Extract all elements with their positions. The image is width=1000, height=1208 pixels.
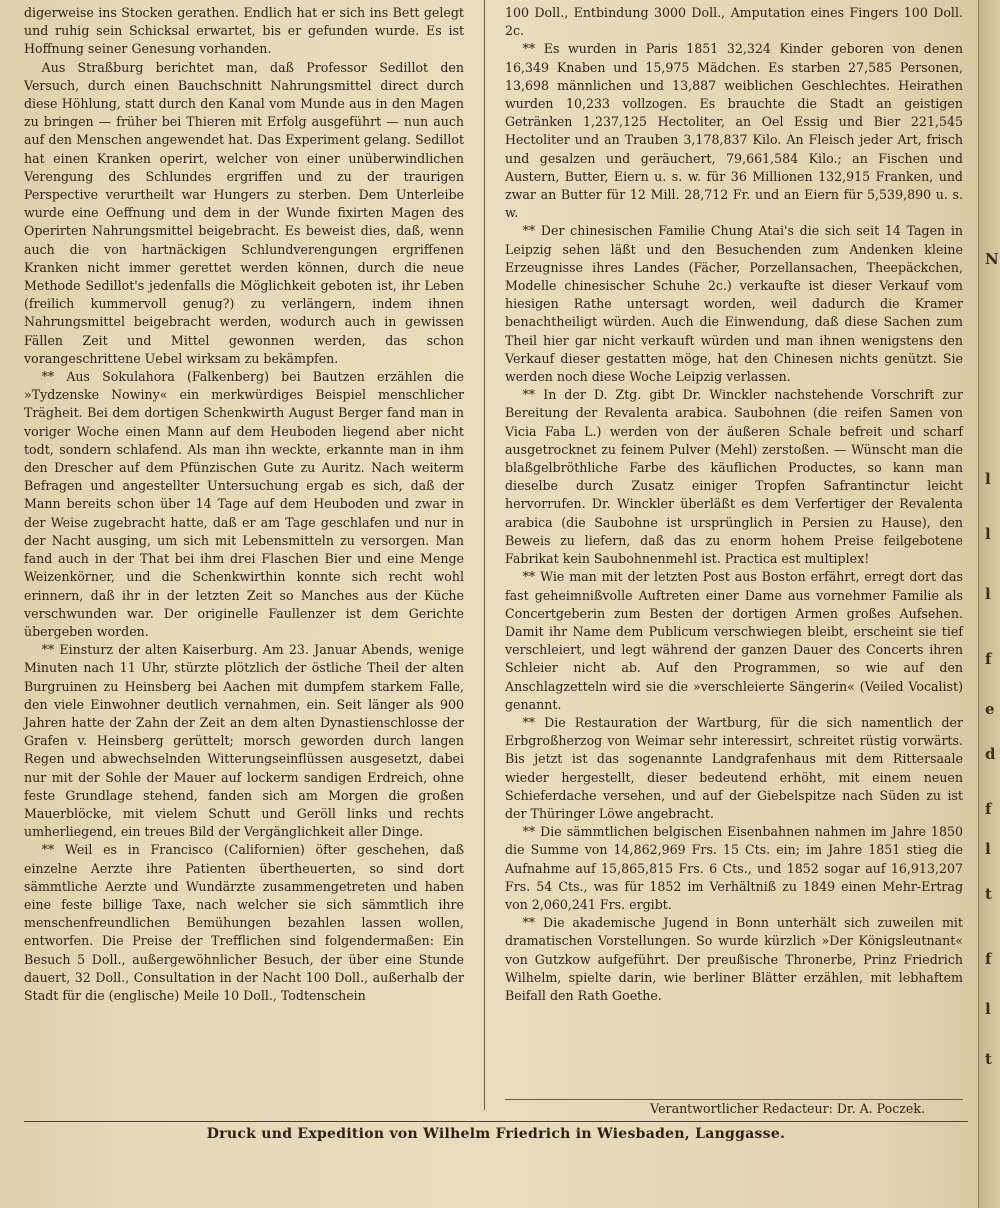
adjacent-page-edge (978, 0, 1000, 1208)
printer-imprint: Druck und Expedition von Wilhelm Friedrich in Wiesbaden, Langgasse. (206, 1126, 786, 1142)
edge-letter: N (985, 250, 999, 268)
edge-letter: l (985, 525, 991, 543)
article-paragraph: ** Aus Sokulahora (Falkenberg) bei Bautzen erzählen die »Tydzenske Nowiny« ein merkwürdiges Beispiel menschlicher Trägheit. Bei dem dortigen Schenkwirth August Berger fand man in voriger Woche einen Mann auf dem Heuboden liegend aber nicht todt, sondern schlafend. Als man ihn weckte, erkannte man in ihm den Drescher auf dem Pfünzischen Gute zu Auritz. Nach weiterm Befragen und angestellter Untersuchung ergab es sich, daß der Mann bereits schon über 14 Tage auf dem Heuboden und zwar in der Weise zugebracht hatte, daß er am Tage geschlafen und nur in der Nacht ausging, um sich mit Lebensmitteln zu versorgen. Man fand auch in der That bei ihm drei Flaschen Bier und eine Menge Weizenkörner, und die Schenkwirthin konnte sich recht wohl erinnern, daß ihr in der letzten Zeit so Manches aus der Küche verschwunden war. Der originelle Faullenzer ist dem Gerichte übergeben worden. (24, 369, 464, 639)
edge-letter: t (985, 885, 992, 903)
editor-credit (505, 1099, 963, 1118)
article-paragraph: ** Der chinesischen Familie Chung Atai's die sich seit 14 Tagen in Leipzig sehen läßt und den Besuchenden zum Andenken kleine Erzeugnisse ihres Landes (Fächer, Porzellansachen, Theepäckchen, Modelle chinesischer Schuhe 2c.) verkaufte ist dieser Verkauf vom hiesigen Rathe untersagt worden, weil dadurch die Kramer benachtheiligt würden. Auch die Einwendung, daß diese Sachen zum Theil hier gar nicht verkauft würden und man ihnen wenigstens den Verkauf dieser gestatten möge, hat den Chinesen nichts genützt. Sie werden noch diese Woche Leipzig verlassen. (505, 223, 963, 385)
left-column (24, 4, 464, 1005)
article-paragraph: ** Einsturz der alten Kaiserburg. Am 23. Januar Abends, wenige Minuten nach 11 Uhr, stürzte plötzlich der östliche Theil der alten Burgruinen zu Heinsberg bei Aachen mit dumpfem starkem Falle, den viele Einwohner deutlich vernahmen, ein. Seit länger als 900 Jahren hatte der Zahn der Zeit an dem alten Dynastienschlosse der Grafen v. Heinsberg gerüttelt; morsch geworden durch langen Regen und abwechselnden Witterungseinflüssen ausgesetzt, dabei nur mit der Sohle der Mauer auf lockerm sandigen Erdreich, ohne feste Grundlage stehend, fanden sich am Morgen die großen Mauerblöcke, mit vielem Schutt und Geröll links und rechts umherliegend, ein treues Bild der Vergänglichkeit aller Dinge. (24, 642, 464, 840)
article-paragraph: ** Es wurden in Paris 1851 32,324 Kinder geboren von denen 16,349 Knaben und 15,975 Mädchen. Es starben 27,585 Personen, 13,698 männlichen und 13,887 weiblichen Geschlechtes. Heirathen wurden 10,233 vollzogen. Es brauchte die Stadt an geistigen Getränken 1,237,125 Hectoliter, an Oel Essig und Bier 221,545 Hectoliter und an Trauben 3,178,837 Kilo. An Fleisch jeder Art, frisch und gesalzen und geräuchert, 79,661,584 Kilo.; an Fischen und Austern, Butter, Eiern u. s. w. für 36 Millionen 132,915 Franken, und zwar an Butter für 12 Mill. 28,712 Fr. und an Eiern für 5,539,890 u. s. w. (505, 41, 963, 221)
editor-credit-text: Verantwortlicher Redacteur: Dr. A. Poczek. (650, 1101, 925, 1116)
edge-letter: f (985, 650, 992, 668)
edge-letter: l (985, 470, 991, 488)
edge-letter: t (985, 1050, 992, 1068)
footer-divider (24, 1121, 968, 1122)
edge-letter: f (985, 950, 992, 968)
edge-letter: l (985, 840, 991, 858)
edge-letter: e (985, 700, 995, 718)
article-paragraph: ** Weil es in Francisco (Californien) öfter geschehen, daß einzelne Aerzte ihre Patienten übertheuerten, so sind dort sämmtliche Aerzte und Wundärzte zusammengetreten und haben eine feste billige Taxe, nach welcher sie sich sämmtlich ihre menschenfreundlichen Bemühungen bezahlen lassen wollen, entworfen. Die Preise der Trefflichen sind folgendermaßen: Ein Besuch 5 Doll., außergewöhnlicher Besuch, der über eine Stunde dauert, 32 Doll., Consultation in der Nacht 100 Doll., außerhalb der Stadt für die (englische) Meile 10 Doll., Todtenschein (24, 842, 464, 1003)
edge-letter: l (985, 585, 991, 603)
article-paragraph: ** Die akademische Jugend in Bonn unterhält sich zuweilen mit dramatischen Vorstellungen. So wurde kürzlich »Der Königsleutnant« von Gutzkow aufgeführt. Der preußische Thronerbe, Prinz Friedrich Wilhelm, spielte darin, wie berliner Blätter erzählen, mit lebhaftem Beifall den Rath Goethe. (505, 915, 963, 1003)
edge-letter: l (985, 1000, 991, 1018)
edge-letter: d (985, 745, 996, 763)
article-paragraph: 100 Doll., Entbindung 3000 Doll., Amputation eines Fingers 100 Doll. 2c. (505, 5, 963, 39)
article-paragraph: ** In der D. Ztg. gibt Dr. Winckler nachstehende Vorschrift zur Bereitung der Revalenta arabica. Saubohnen (die reifen Samen von Vicia Faba L.) werden von der äußeren Schale befreit und scharf ausgetrocknet zu feinem Pulver (Mehl) zerstoßen. — Wünscht man die blaßgelbröthliche Farbe des käuflichen Productes, so kann man dieselbe durch Zusatz einiger Tropfen Safrantinctur leicht hervorrufen. Dr. Winckler überläßt es dem Verfertiger der Revalenta arabica (die Saubohne ist ursprünglich in Persien zu Hause), den Beweis zu liefern, daß das zu enorm hohem Preise feilgebotene Fabrikat kein Saubohnenmehl ist. Practica est multiplex! (505, 387, 963, 567)
edge-letter: f (985, 800, 992, 818)
article-paragraph: ** Die sämmtlichen belgischen Eisenbahnen nahmen im Jahre 1850 die Summe von 14,862,969 Frs. 15 Cts. ein; im Jahre 1851 stieg die Aufnahme auf 15,865,815 Frs. 6 Cts., und 1852 sogar auf 16,913,207 Frs. 54 Cts., was für 1852 im Verhältniß zu 1849 einen Mehr-Ertrag von 2,060,241 Frs. ergibt. (505, 824, 963, 912)
article-paragraph: ** Die Restauration der Wartburg, für die sich namentlich der Erbgroßherzog von Weimar sehr interessirt, schreitet rüstig vorwärts. Bis jetzt ist das sogenannte Landgrafenhaus mit dem Rittersaale wieder hergestellt, dieser bedeutend erhöht, mit einem neuen Schieferdache versehen, und auf der Giebelspitze nach Süden zu ist der Thüringer Löwe angebracht. (505, 714, 963, 821)
article-paragraph: ** Wie man mit der letzten Post aus Boston erfährt, erregt dort das fast geheimnißvolle Auftreten einer Dame aus vornehmer Familie als Concertgeberin zum Besten der dortigen Armen großes Aufsehen. Damit ihr Name dem Publicum verschwiegen bleibt, erscheint sie tief verschleiert, und legt während der ganzen Dauer des Concerts ihren Schleier nicht ab. Auf den Programmen, so wie auf den Anschlagzetteln wird sie die »verschleierte Sängerin« (Veiled Vocalist) genannt. (505, 569, 963, 712)
column-divider (484, 0, 485, 1110)
article-paragraph: Aus Straßburg berichtet man, daß Professor Sedillot den Versuch, durch einen Bauchschnitt Nahrungsmittel direct durch diese Höhlung, statt durch den Kanal vom Munde aus in den Magen zu bringen — früher bei Thieren mit Erfolg ausgeführt — nun auch auf den Menschen angewendet hat. Das Experiment gelang. Sedillot hat einen Kranken operirt, welcher von einer unüberwindlichen Verengung des Schlundes ergriffen und zu der traurigen Perspective verurtheilt war Hungers zu sterben. Dem Unterleibe wurde eine Oeffnung und dem in der Wunde fixirten Magen des Operirten Nahrungsmittel beigebracht. Es beweist dies, daß, wenn auch die von hartnäckigen Schlundverengungen ergriffenen Kranken nicht immer gerettet werden können, durch die neue Methode Sedillot's jedenfalls die Möglichkeit geboten ist, ihr Leben (freilich kummervoll genug?) zu verlängern, indem ihnen Nahrungsmittel beigebracht werden, wodurch auch in gewissen Fällen Zeit und Mittel gewonnen werden, das schon vorangeschrittene Uebel wirksam zu bekämpfen. (24, 59, 464, 366)
article-paragraph: digerweise ins Stocken gerathen. Endlich hat er sich ins Bett gelegt und ruhig sein Schicksal erwartet, bis er gefunden wurde. Es ist Hoffnung seiner Genesung vorhanden. (24, 5, 464, 57)
right-column (505, 4, 963, 1005)
